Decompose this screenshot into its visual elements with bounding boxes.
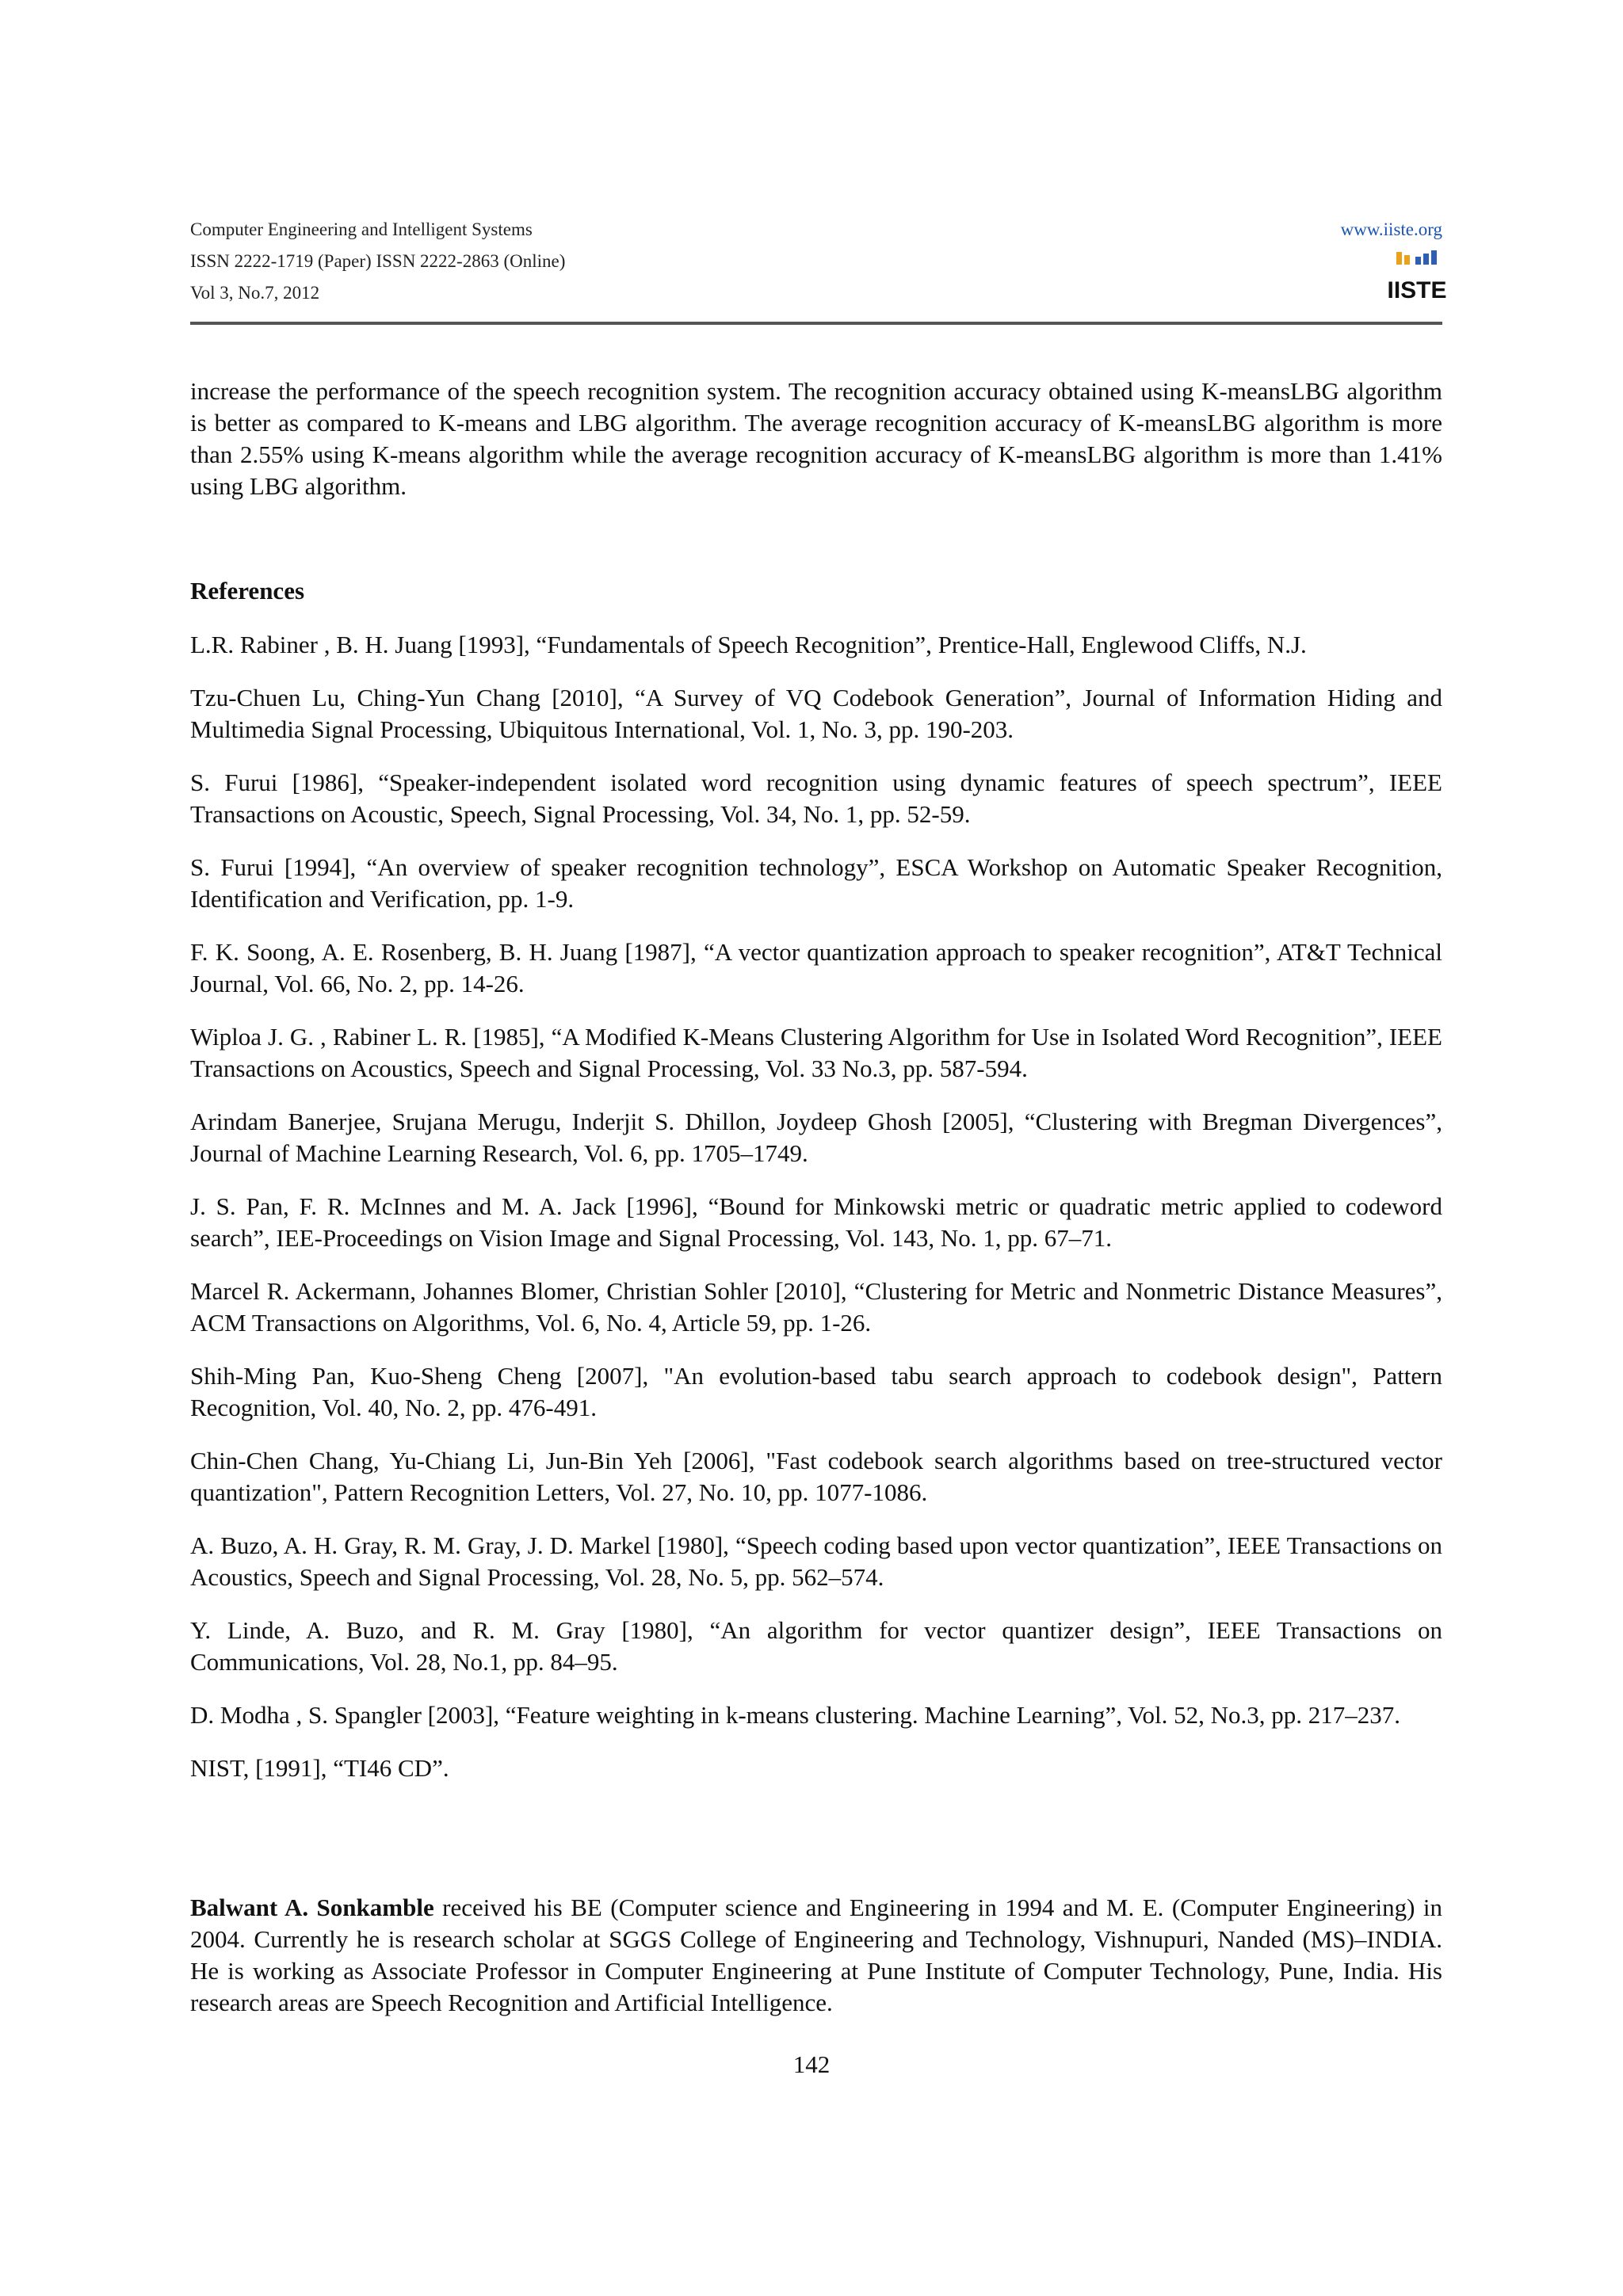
page-number: 142 bbox=[792, 2050, 831, 2078]
reference-item: D. Modha , S. Spangler [2003], “Feature weighting in k-means clustering. Machine Learning”, Vol. 52, No.3, pp. 217–237. bbox=[190, 1701, 1401, 1729]
reference-item: A. Buzo, A. H. Gray, R. M. Gray, J. D. Markel [1980], “Speech coding based upon vector quantization”, IEEE Transactions on Acoustics, Speech and Signal Processing, Vol. 28, No. 5, pp. 562–574. bbox=[190, 1531, 1442, 1591]
reference-item: Tzu-Chuen Lu, Ching-Yun Chang [2010], “A Survey of VQ Codebook Generation”, Journal of Information Hiding and Multimedia Signal Processing, Ubiquitous International, Vol. 1, No. 3, pp. 190-203. bbox=[190, 684, 1442, 743]
references-list bbox=[190, 629, 1442, 1806]
reference-item: J. S. Pan, F. R. McInnes and M. A. Jack [1996], “Bound for Minkowski metric or quadratic metric applied to codeword search”, IEE-Proceedings on Vision Image and Signal Processing, Vol. 143, No. 1, pp. 67–71. bbox=[190, 1192, 1442, 1252]
journal-url-link[interactable]: www.iiste.org bbox=[1340, 219, 1442, 239]
journal-volume: Vol 3, No.7, 2012 bbox=[190, 283, 320, 303]
iiste-logo bbox=[1387, 249, 1447, 304]
journal-header bbox=[190, 214, 1447, 333]
intro-paragraph: increase the performance of the speech recognition system. The recognition accuracy obtained using K-meansLBG algorithm is better as compared to K-means and LBG algorithm. The average recognition accuracy of K-meansLBG algorithm is more than 2.55% using K-means algorithm while the average recognition accuracy of K-meansLBG algorithm is more than 1.41% using LBG algorithm. bbox=[190, 377, 1442, 500]
reference-item: NIST, [1991], “TI46 CD”. bbox=[190, 1754, 449, 1782]
header-divider bbox=[190, 322, 1442, 325]
reference-item: F. K. Soong, A. E. Rosenberg, B. H. Juang [1987], “A vector quantization approach to speaker recognition”, AT&T Technical Journal, Vol. 66, No. 2, pp. 14-26. bbox=[190, 938, 1442, 997]
reference-item: Arindam Banerjee, Srujana Merugu, Inderjit S. Dhillon, Joydeep Ghosh [2005], “Clustering with Bregman Divergences”, Journal of Machine Learning Research, Vol. 6, pp. 1705–1749. bbox=[190, 1108, 1442, 1167]
journal-issn: ISSN 2222-1719 (Paper) ISSN 2222-2863 (Online) bbox=[190, 251, 566, 271]
reference-item: Marcel R. Ackermann, Johannes Blomer, Christian Sohler [2010], “Clustering for Metric and Nonmetric Distance Measures”, ACM Transactions on Algorithms, Vol. 6, No. 4, Article 59, pp. 1-26. bbox=[190, 1277, 1442, 1337]
reference-item: Shih-Ming Pan, Kuo-Sheng Cheng [2007], "An evolution-based tabu search approach to codebook design", Pattern Recognition, Vol. 40, No. 2, pp. 476-491. bbox=[190, 1362, 1442, 1421]
journal-title: Computer Engineering and Intelligent Systems bbox=[190, 219, 533, 239]
reference-item: S. Furui [1986], “Speaker-independent isolated word recognition using dynamic features of speech spectrum”, IEEE Transactions on Acoustic, Speech, Signal Processing, Vol. 34, No. 1, pp. 52-59. bbox=[190, 769, 1442, 828]
reference-item: Y. Linde, A. Buzo, and R. M. Gray [1980], “An algorithm for vector quantizer design”, IEEE Transactions on Communications, Vol. 28, No.1, pp. 84–95. bbox=[190, 1616, 1442, 1676]
svg-text:IISTE: IISTE bbox=[1387, 277, 1447, 303]
author-bio bbox=[190, 1892, 1442, 2019]
reference-item: L.R. Rabiner , B. H. Juang [1993], “Fundamentals of Speech Recognition”, Prentice-Hall, Englewood Cliffs, N.J. bbox=[190, 631, 1307, 658]
reference-item: S. Furui [1994], “An overview of speaker recognition technology”, ESCA Workshop on Automatic Speaker Recognition, Identification and Verification, pp. 1-9. bbox=[190, 853, 1442, 913]
reference-item: Chin-Chen Chang, Yu-Chiang Li, Jun-Bin Yeh [2006], "Fast codebook search algorithms based on tree-structured vector quantization", Pattern Recognition Letters, Vol. 27, No. 10, pp. 1077-1086. bbox=[190, 1447, 1442, 1506]
author-bio-text: received his BE (Computer science and Engineering in 1994 and M. E. (Computer Engineering) in 2004. Currently he is research scholar at SGGS College of Engineering and Technology, Vishnupuri, Nanded (MS)–INDIA. He is working as Associate Professor in Computer Engineering at Pune Institute of Computer Technology, Pune, India. His research areas are Speech Recognition and Artificial Intelligence. bbox=[190, 1894, 1443, 2016]
author-name: Balwant A. Sonkamble bbox=[190, 1894, 434, 1921]
references-heading: References bbox=[190, 577, 305, 605]
reference-item: Wiploa J. G. , Rabiner L. R. [1985], “A Modified K-Means Clustering Algorithm for Use in Isolated Word Recognition”, IEEE Transactions on Acoustics, Speech and Signal Processing, Vol. 33 No.3, pp. 587-594. bbox=[190, 1023, 1442, 1082]
